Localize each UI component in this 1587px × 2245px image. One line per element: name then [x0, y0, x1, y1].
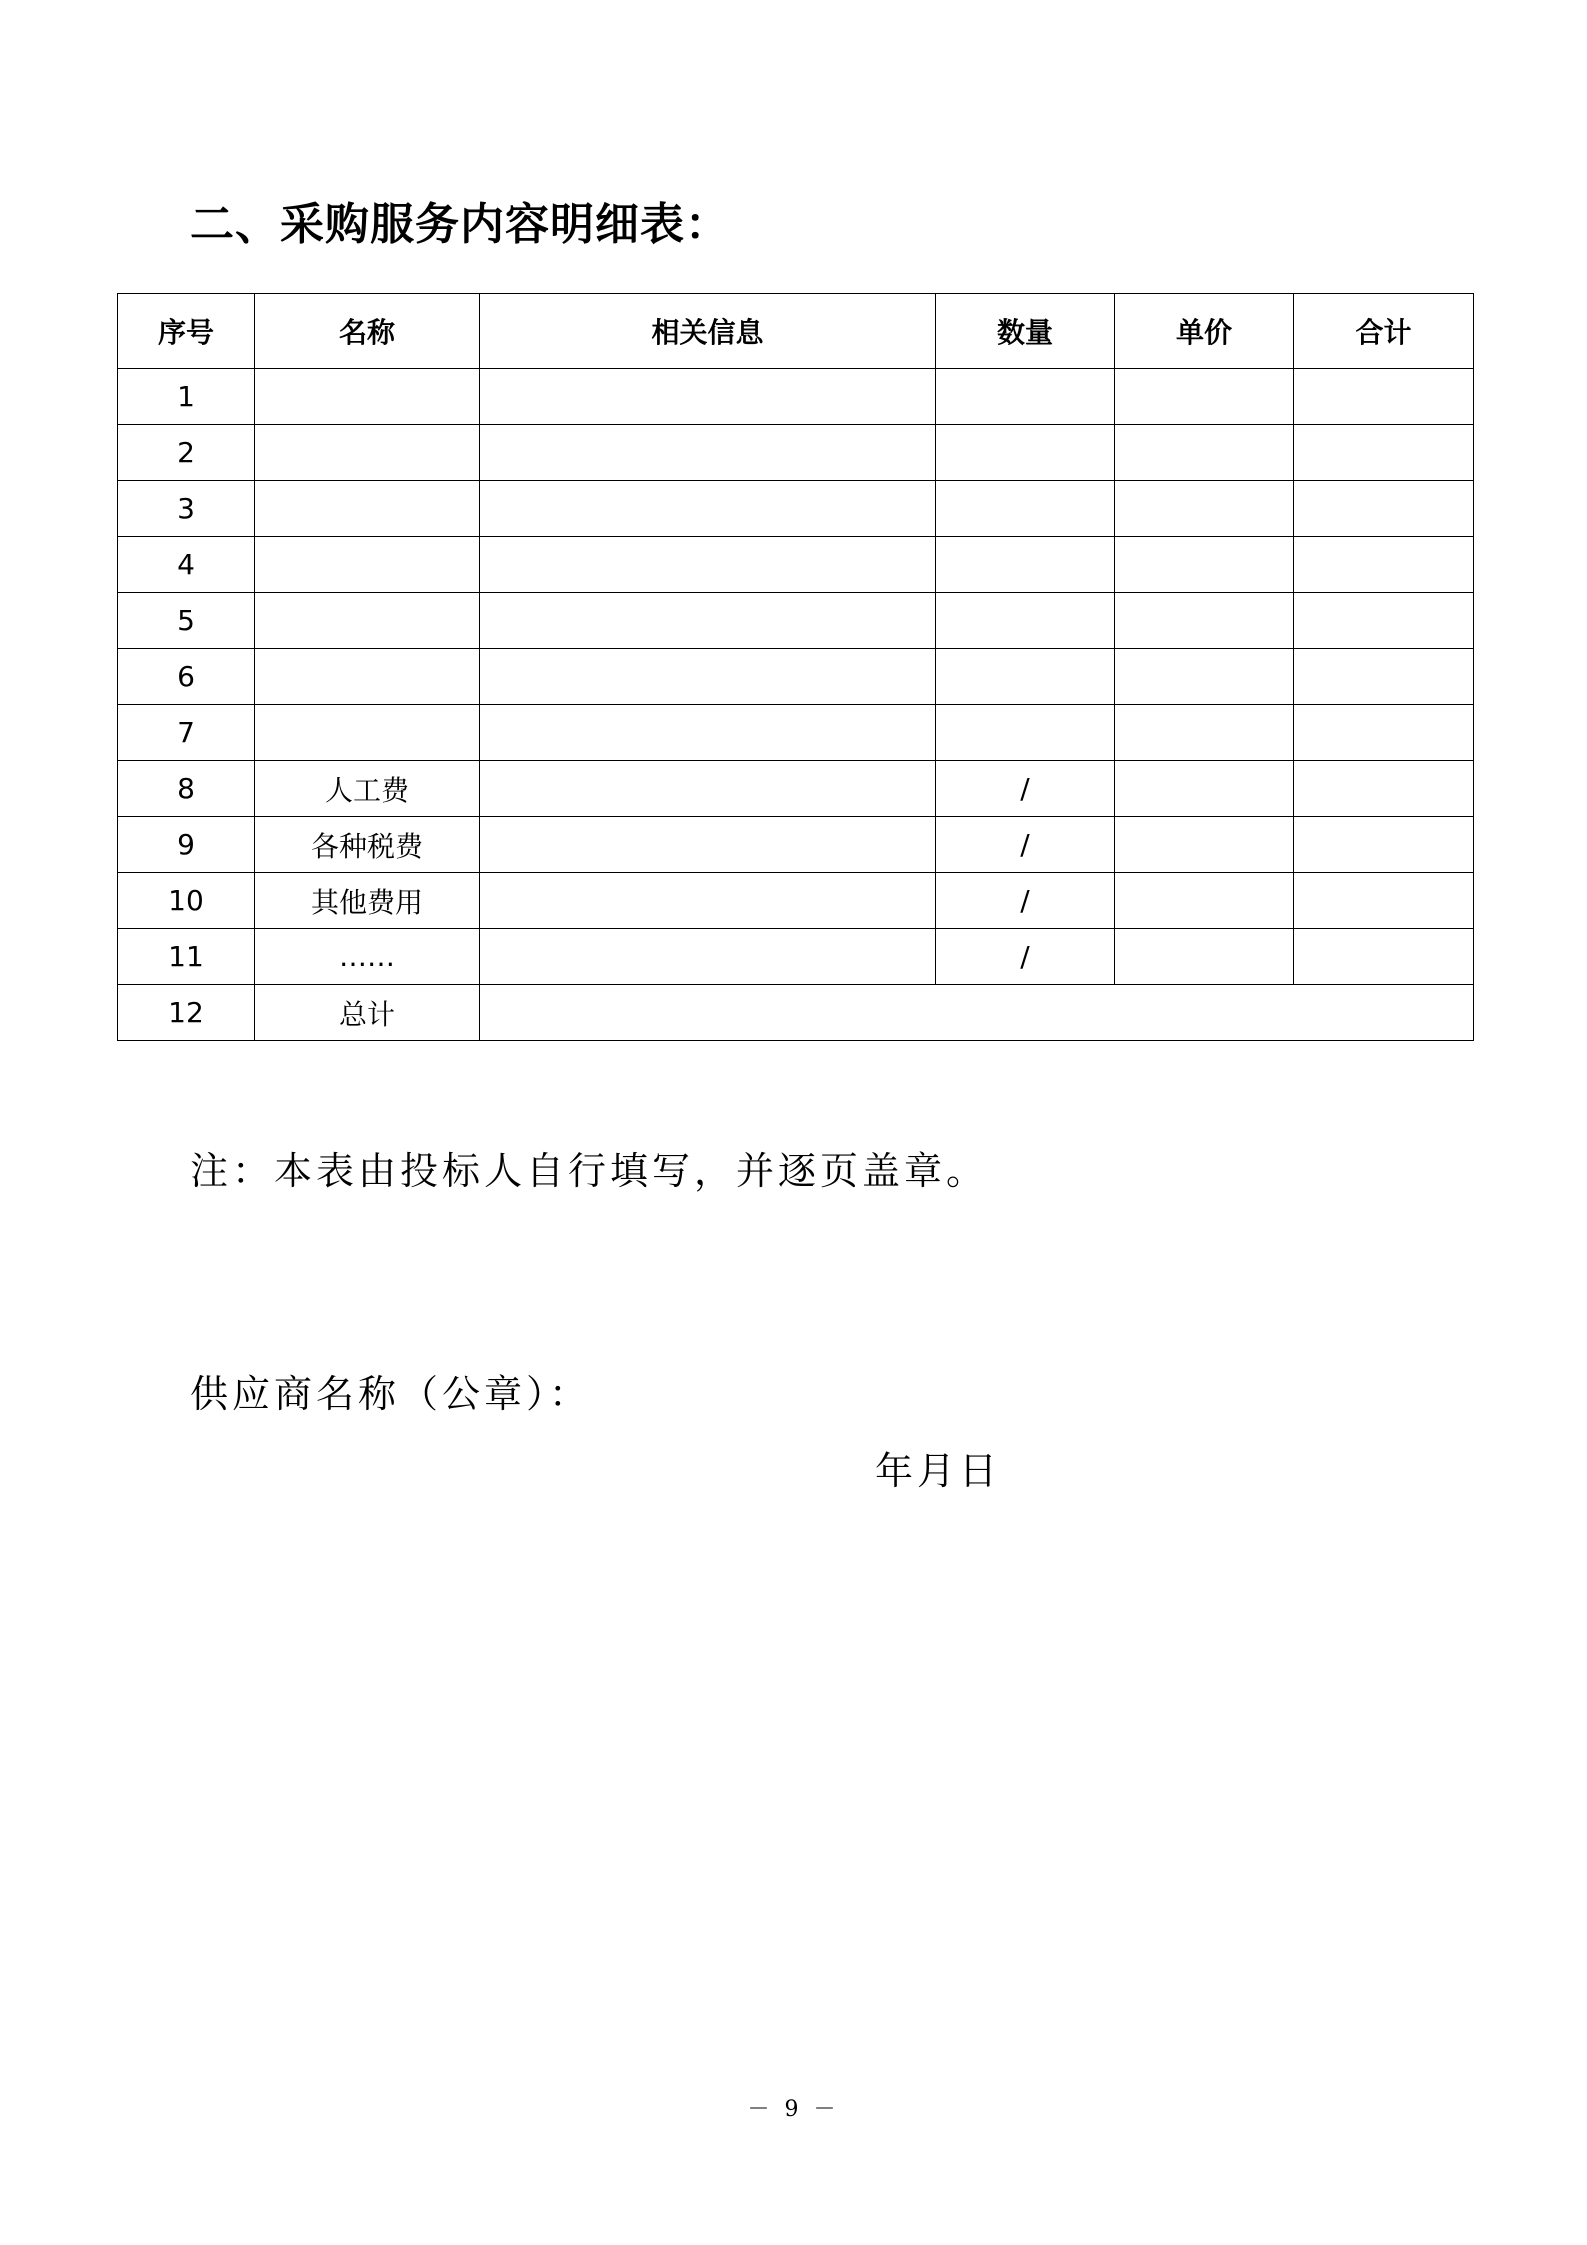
cell-name: 人工费 [255, 761, 480, 817]
cell-name: …… [255, 929, 480, 985]
header-name: 名称 [255, 294, 480, 369]
cell-total [1294, 481, 1474, 537]
cell-no: 4 [118, 537, 255, 593]
table-body [118, 369, 1474, 1041]
cell-info [480, 929, 936, 985]
header-no: 序号 [118, 294, 255, 369]
table-row [118, 481, 1474, 537]
cell-no: 2 [118, 425, 255, 481]
cell-total [1294, 817, 1474, 873]
cell-info [480, 425, 936, 481]
cell-quantity: / [936, 873, 1115, 929]
cell-quantity: / [936, 817, 1115, 873]
cell-name [255, 425, 480, 481]
cell-name [255, 369, 480, 425]
table-row [118, 537, 1474, 593]
cell-quantity: / [936, 929, 1115, 985]
table-row [118, 873, 1474, 929]
table-total-row [118, 985, 1474, 1041]
cell-total [1294, 537, 1474, 593]
header-quantity: 数量 [936, 294, 1115, 369]
cell-quantity [936, 369, 1115, 425]
cell-quantity [936, 537, 1115, 593]
cell-unit-price [1115, 761, 1294, 817]
cell-quantity: / [936, 761, 1115, 817]
cell-name [255, 481, 480, 537]
cell-name [255, 705, 480, 761]
cell-total [1294, 369, 1474, 425]
table-row [118, 369, 1474, 425]
cell-quantity [936, 705, 1115, 761]
cell-total [1294, 705, 1474, 761]
cell-name: 总计 [255, 985, 480, 1041]
cell-no: 12 [118, 985, 255, 1041]
cell-unit-price [1115, 817, 1294, 873]
table-row [118, 929, 1474, 985]
cell-total [1294, 425, 1474, 481]
cell-unit-price [1115, 873, 1294, 929]
cell-no: 1 [118, 369, 255, 425]
note-text: 注：本表由投标人自行填写，并逐页盖章。 [190, 1149, 989, 1193]
cell-unit-price [1115, 425, 1294, 481]
cell-unit-price [1115, 481, 1294, 537]
cell-info [480, 817, 936, 873]
cell-no: 8 [118, 761, 255, 817]
cell-no: 6 [118, 649, 255, 705]
cell-no: 7 [118, 705, 255, 761]
table-row [118, 593, 1474, 649]
cell-total [1294, 929, 1474, 985]
header-total: 合计 [1294, 294, 1474, 369]
table-row [118, 817, 1474, 873]
table-row [118, 761, 1474, 817]
cell-unit-price [1115, 649, 1294, 705]
cell-unit-price [1115, 369, 1294, 425]
table-row [118, 649, 1474, 705]
cell-unit-price [1115, 705, 1294, 761]
section-heading: 二、采购服务内容明细表： [190, 199, 730, 250]
table-header-row [118, 294, 1474, 369]
cell-info [480, 369, 936, 425]
cell-no: 9 [118, 817, 255, 873]
cell-no: 3 [118, 481, 255, 537]
table-row [118, 425, 1474, 481]
header-unit-price: 单价 [1115, 294, 1294, 369]
cell-name [255, 649, 480, 705]
procurement-detail-table [117, 293, 1474, 1041]
cell-no: 11 [118, 929, 255, 985]
cell-name: 各种税费 [255, 817, 480, 873]
cell-unit-price [1115, 537, 1294, 593]
cell-quantity [936, 481, 1115, 537]
cell-total [1294, 873, 1474, 929]
cell-info [480, 873, 936, 929]
cell-total [1294, 649, 1474, 705]
cell-quantity [936, 593, 1115, 649]
cell-name [255, 593, 480, 649]
cell-info [480, 593, 936, 649]
cell-info [480, 537, 936, 593]
cell-unit-price [1115, 593, 1294, 649]
cell-no: 5 [118, 593, 255, 649]
cell-quantity [936, 425, 1115, 481]
cell-total [1294, 761, 1474, 817]
cell-name [255, 537, 480, 593]
cell-info [480, 705, 936, 761]
cell-no: 10 [118, 873, 255, 929]
cell-grand-total-value [480, 985, 1474, 1041]
cell-total [1294, 593, 1474, 649]
supplier-name-label: 供应商名称（公章）： [190, 1372, 592, 1416]
date-label: 年月日 [875, 1449, 1002, 1493]
table-row [118, 705, 1474, 761]
cell-info [480, 649, 936, 705]
cell-info [480, 481, 936, 537]
page-number: － 9 － [747, 2097, 840, 2122]
cell-unit-price [1115, 929, 1294, 985]
cell-name: 其他费用 [255, 873, 480, 929]
header-info: 相关信息 [480, 294, 936, 369]
cell-quantity [936, 649, 1115, 705]
cell-info [480, 761, 936, 817]
